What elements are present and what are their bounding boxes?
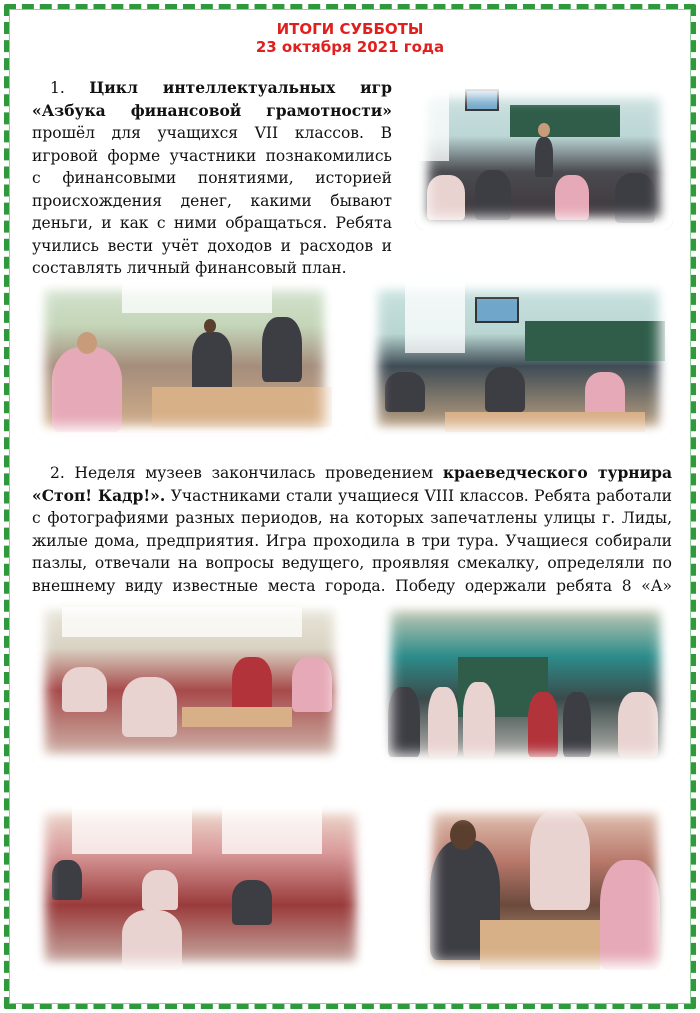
section-2-number: 2.: [50, 464, 65, 482]
photo-hall-students-1: [32, 597, 347, 767]
photo-classroom-screen: [365, 277, 672, 439]
page-date: 23 октября 2021 года: [255, 38, 445, 56]
photo-group-standing: [378, 597, 673, 767]
section-2-text-before: Неделя музеев закончилась проведением: [74, 464, 434, 482]
photo-students-tables-1: [32, 277, 337, 439]
section-1-number: 1.: [50, 79, 65, 97]
page-title: ИТОГИ СУББОТЫ: [276, 20, 424, 38]
section-1-text: прошёл для учащихся VII классов. В игровой форме участники познакомились с финансовыми понятиями, историей происхождения денег, какими бывают деньги, и как с ними обращаться. Ребята учились вести учёт доходов и расходов и составлять личный финансовый план.: [32, 124, 392, 277]
photo-puzzle-girls: [420, 800, 670, 975]
photo-hall-red-chairs: [32, 800, 369, 975]
section-2-paragraph: [32, 462, 672, 620]
photo-classroom-finance-game: [415, 85, 673, 230]
section-2-bold-mid: краеведческого турнира «Стоп! Кадр!».: [32, 463, 673, 505]
section-2-text-after: Участниками стали учащиеся VIII классов. Ребята работали с фотографиями разных периодов, на которых запечатлены улицы г. Лиды, жилые дома, предприятия. Игра проходила в три тура. Учащиеся собирали пазлы, отвечали на вопросы ведущего, проявляя смекалку, определяли по внешнему виду известные места города. Победу одержали ребята 8 «А»: [32, 486, 672, 595]
section-1-paragraph: [32, 77, 392, 280]
section-1-bold-lead: Цикл интеллектуальных игр «Азбука финансовой грамотности»: [32, 78, 392, 120]
